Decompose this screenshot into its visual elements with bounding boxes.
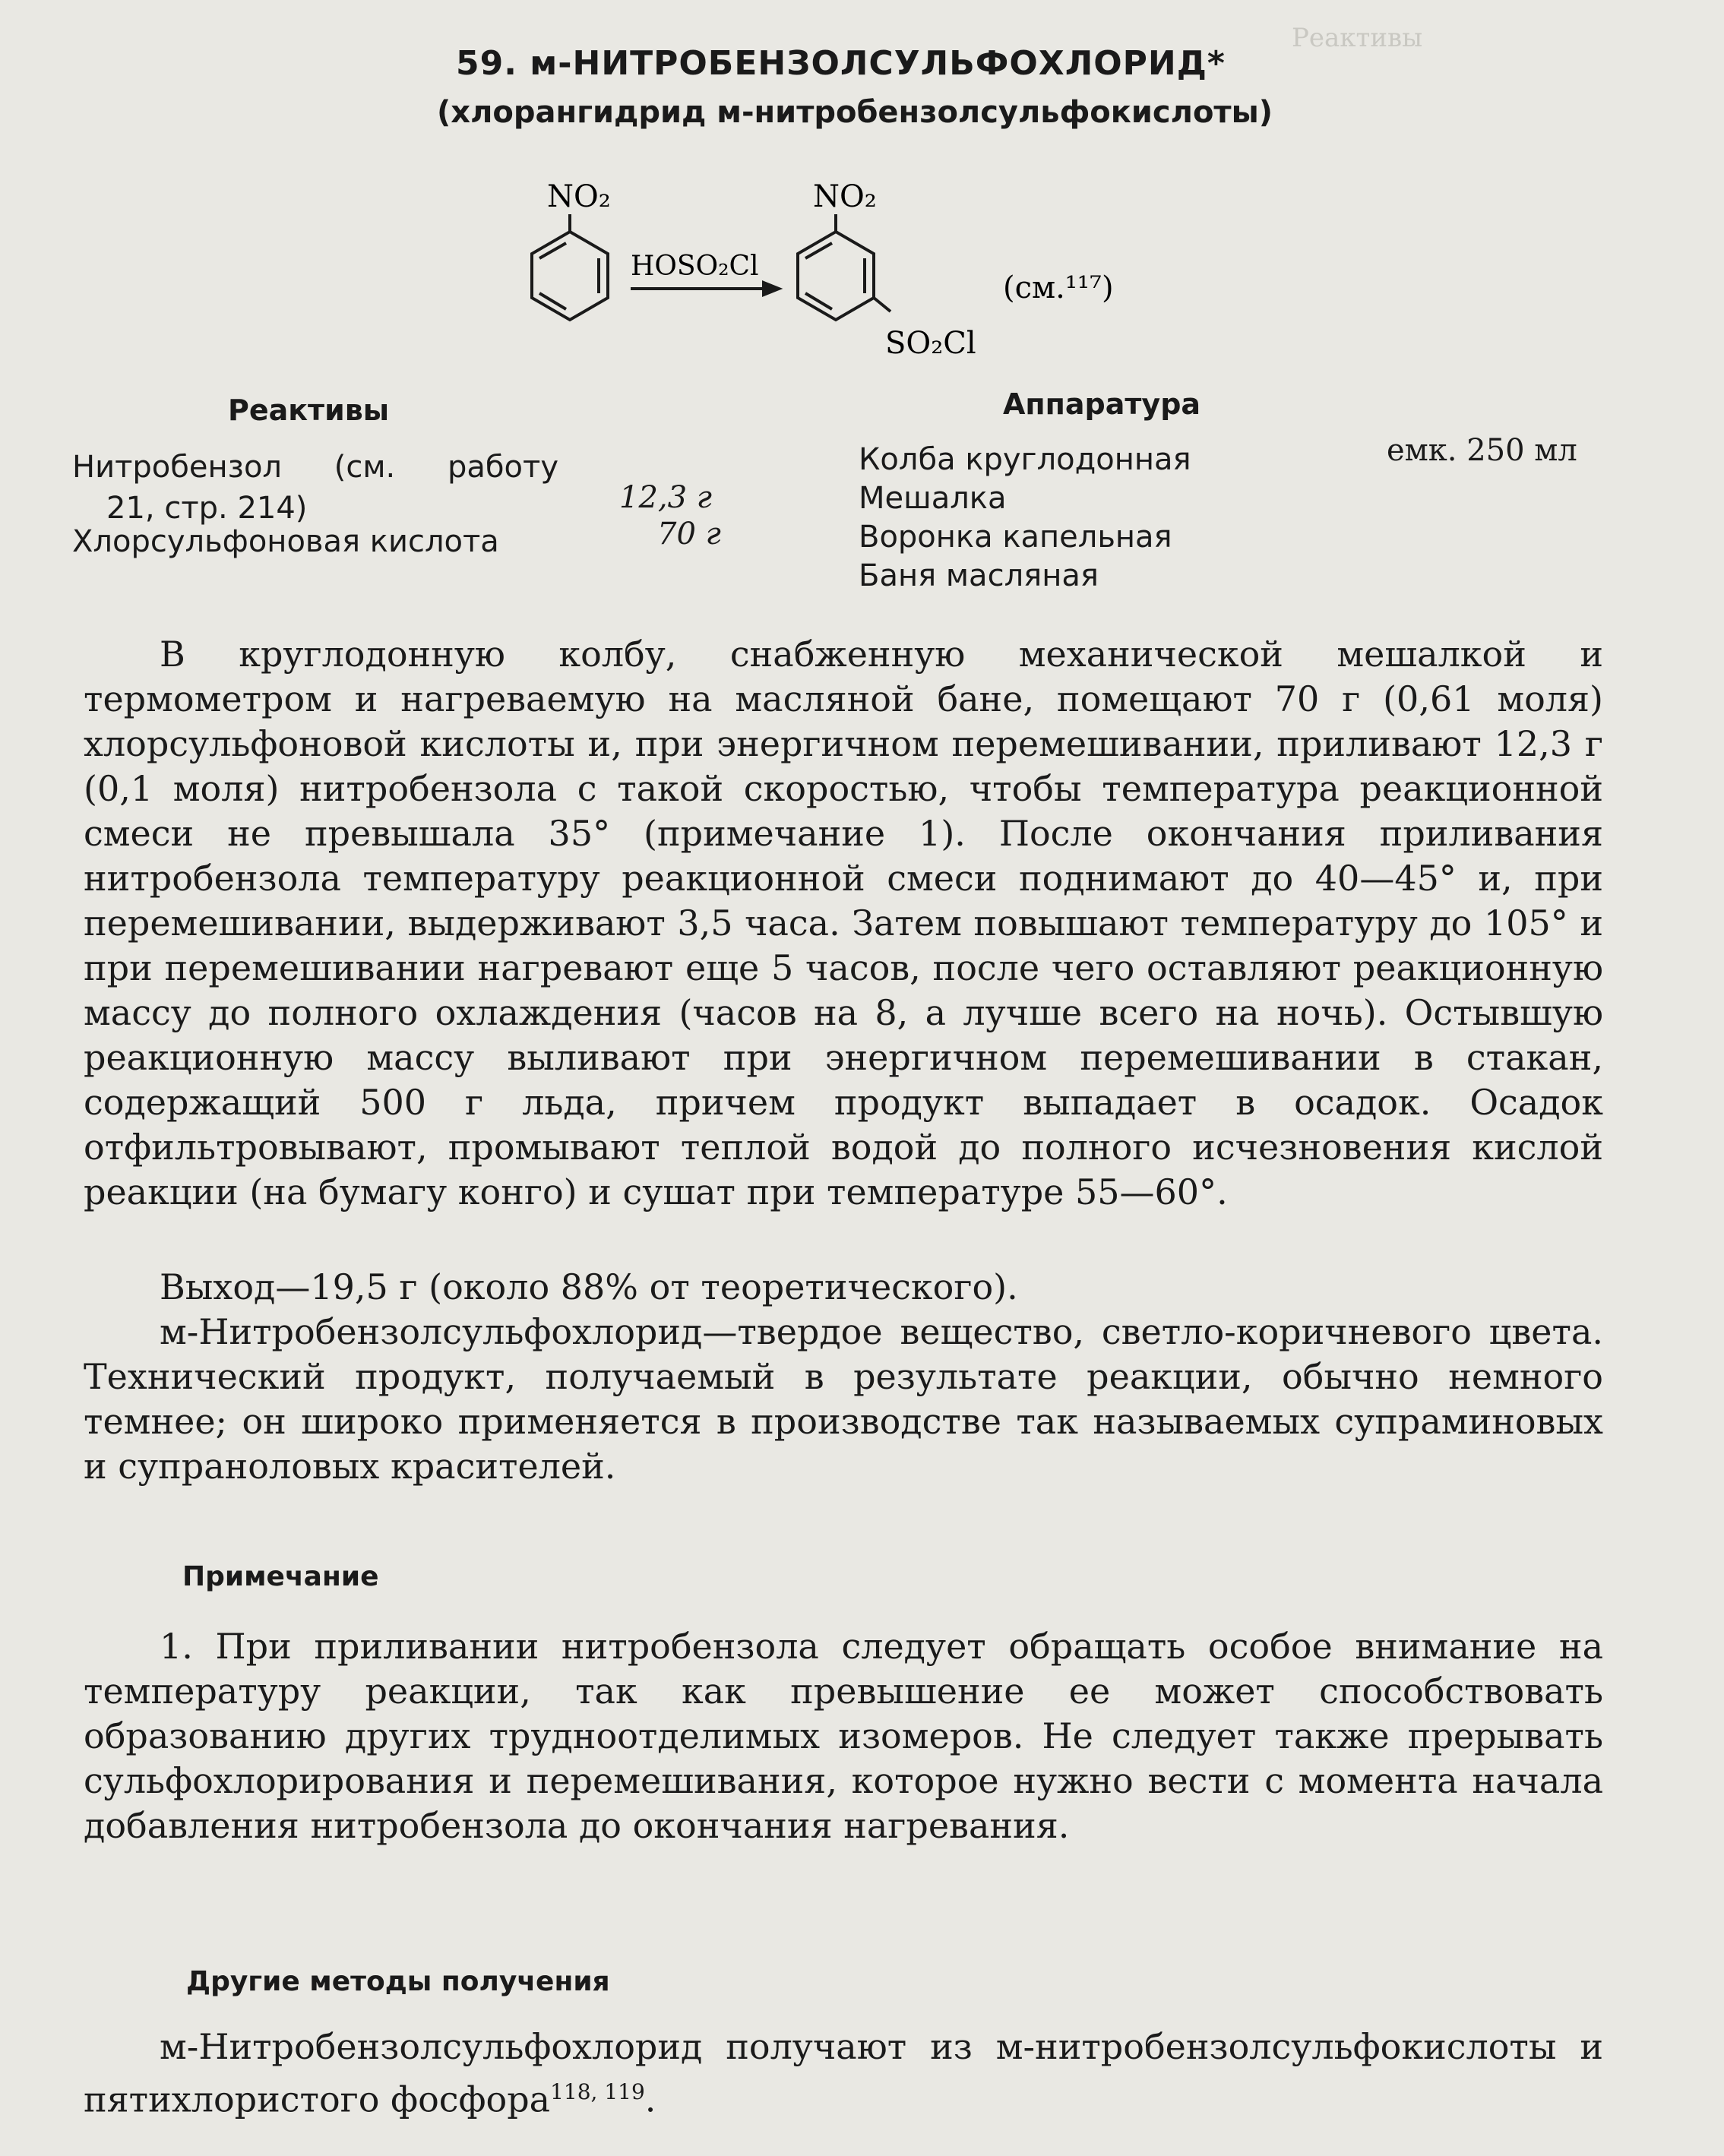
procedure-paragraph: В круглодонную колбу, снабженную механической мешалкой и термометром и нагреваемую на масляной бане, помещают 70 г (0,61 моля) хлорсульфоновой кислоты и, при энергичном перемешивании, приливают 12,3 г (0,1 моля) нитробензола с такой скоростью, чтобы температура реакционной смеси не превышала 35° (примечание 1). После окончания приливания нитробензола температуру реакционной смеси поднимают до 40—45° и, при перемешивании, выдерживают 3,5 часа. Затем повышают температуру до 105° и при перемешивании нагревают еще 5 часов, после чего оставляют реакционную массу до полного охлаждения (часов на 8, а лучше всего на ночь). Остывшую реакционную массу выливают при энергичном перемешивании в стакан, содержащий 500 г льда, причем продукт выпадает в осадок. Осадок отфильтровывают, промывают теплой водой до полного исчезновения кислой реакции (на бумагу конго) и сушат при температуре 55—60°. bbox=[84, 634, 1603, 1212]
apparatus-item: Мешалка bbox=[859, 481, 1007, 516]
note-heading: Примечание bbox=[182, 1561, 379, 1592]
reaction-scheme bbox=[425, 160, 1185, 380]
product-structure bbox=[798, 214, 890, 320]
reagent-item: Хлорсульфоновая кислота bbox=[72, 524, 499, 559]
reagent-item bbox=[72, 447, 558, 529]
other-methods-body: м-Нитробензолсульфохлорид получают из м-нитробензолсульфокислоты и пятихлористого фосфора bbox=[84, 2026, 1603, 2120]
reagent-amount: 12,3 г bbox=[619, 480, 712, 515]
reagent-name: Нитробензол (см. работу bbox=[72, 450, 558, 485]
sentence-end: . bbox=[644, 2079, 656, 2120]
apparatus-item: Колба круглодонная bbox=[859, 442, 1191, 477]
reactant-no2-label: NO₂ bbox=[547, 179, 611, 214]
nitrobenzene-structure bbox=[532, 214, 608, 320]
reaction-reference: (см.¹¹⁷) bbox=[1003, 270, 1114, 305]
apparatus-item: Воронка капельная bbox=[859, 520, 1172, 555]
product-no2-label: NO₂ bbox=[813, 179, 877, 214]
note-text: 1. При приливании нитробензола следует обращать особое внимание на температуру реакции, так как превышение ее может способствовать образованию других трудноотделимых изомеров. Не следует также прерывать сульфохлорирования и перемешивания, которое нужно вести с момента начала добавления нитробензола до окончания нагревания. bbox=[84, 1626, 1603, 1846]
other-methods-text bbox=[84, 2025, 1603, 2122]
bleed-through-text: Реактивы bbox=[1292, 23, 1423, 53]
reagents-heading: Реактивы bbox=[228, 394, 390, 427]
page-title: 59. м-НИТРОБЕНЗОЛСУЛЬФОХЛОРИД* bbox=[456, 44, 1226, 83]
reaction-arrow bbox=[631, 283, 779, 295]
yield-line: Выход—19,5 г (около 88% от теоретического). bbox=[160, 1266, 1018, 1307]
reagent-name-cont: 21, стр. 214) bbox=[106, 491, 308, 526]
reagent-amount: 70 г bbox=[657, 517, 721, 552]
reagent-label: HOSO₂Cl bbox=[631, 251, 759, 282]
apparatus-note: емк. 250 мл bbox=[1387, 433, 1577, 468]
product-description: м-Нитробензолсульфохлорид—твердое вещество, светло-коричневого цвета. Технический продукт, получаемый в результате реакции, обычно немного темнее; он широко применяется в производстве так называемых супраминовых и супраноловых красителей. bbox=[84, 1311, 1603, 1487]
citation-refs: 118, 119 bbox=[550, 2079, 645, 2104]
other-methods-heading: Другие методы получения bbox=[186, 1966, 610, 1997]
apparatus-item: Баня масляная bbox=[859, 558, 1099, 593]
apparatus-heading: Аппаратура bbox=[1003, 387, 1201, 421]
page-subtitle: (хлорангидрид м-нитробензолсульфокислоты) bbox=[437, 95, 1273, 130]
product-so2cl-label: SO₂Cl bbox=[885, 326, 976, 361]
